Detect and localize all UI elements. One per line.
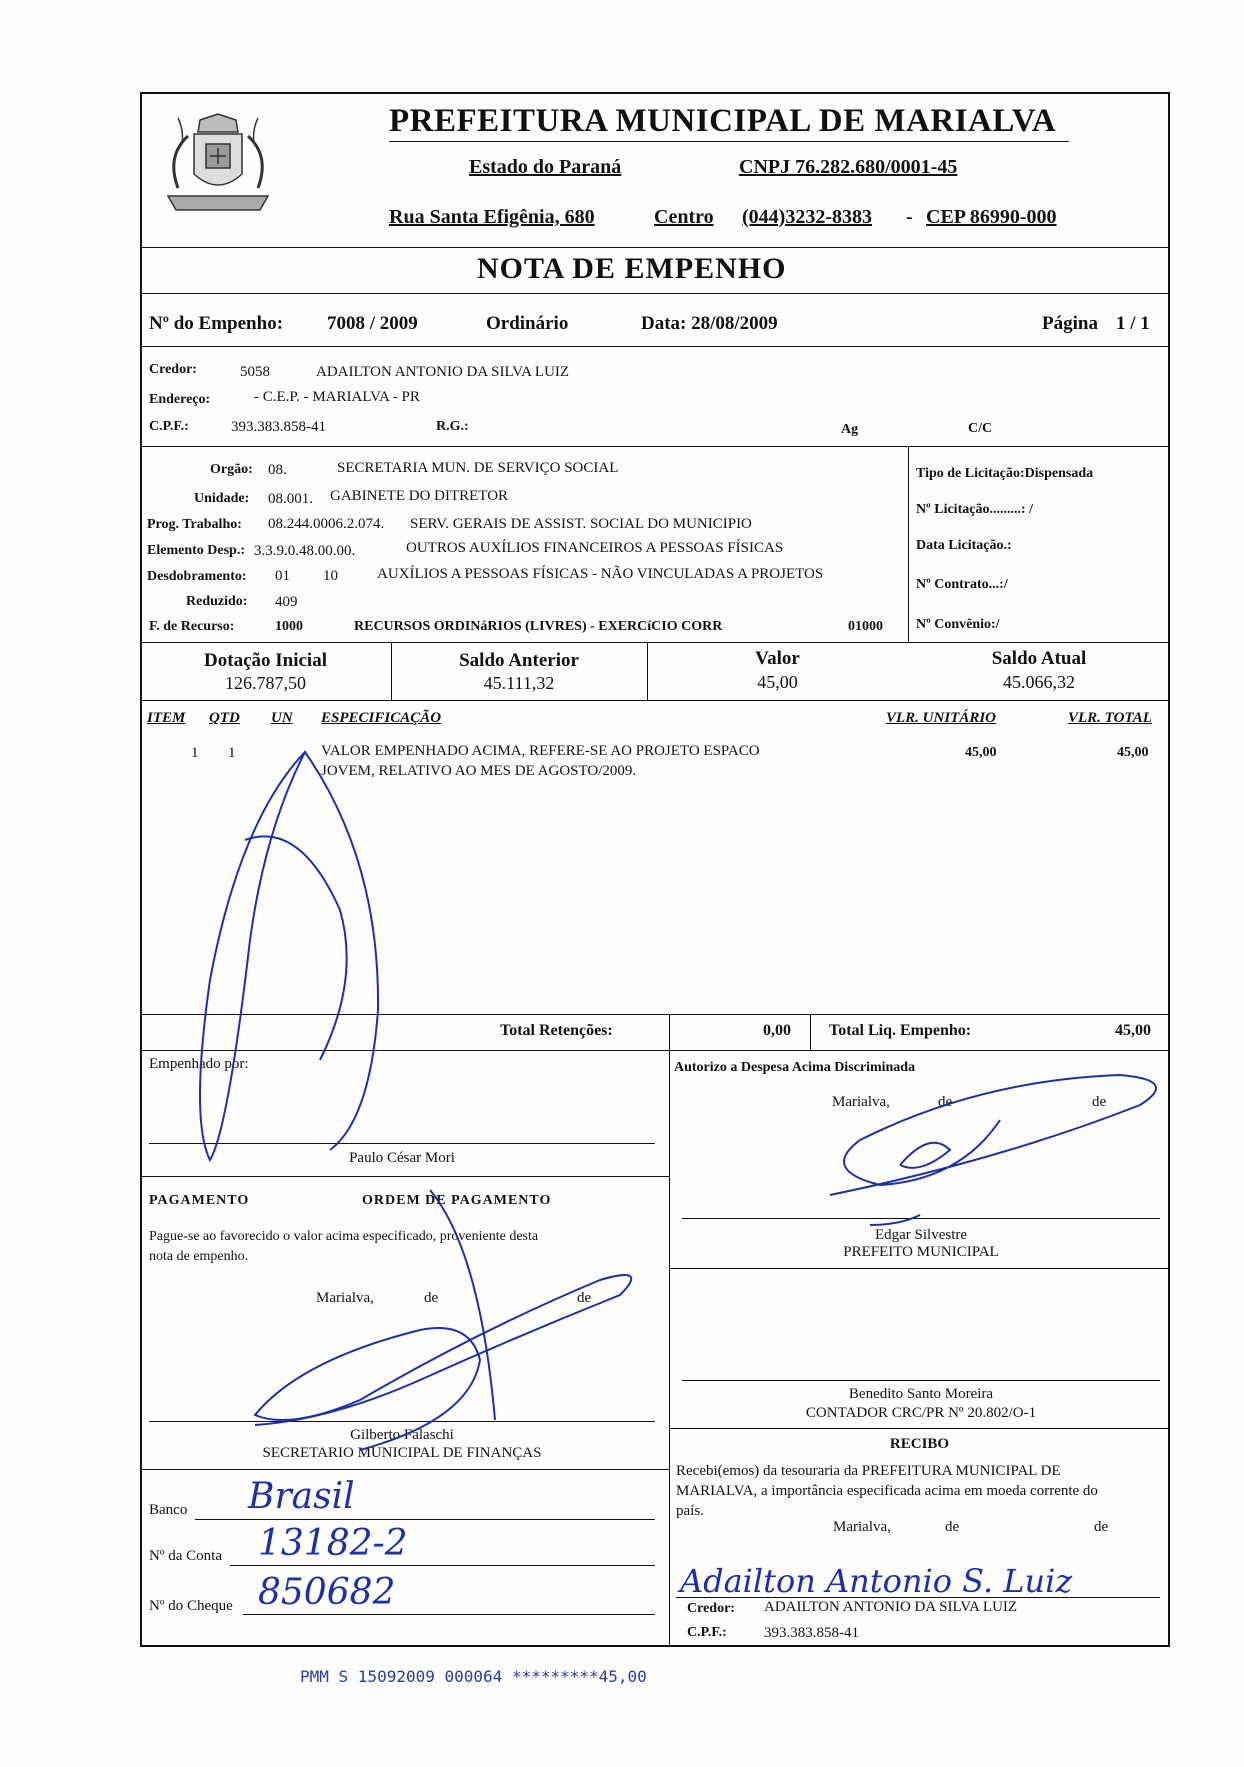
col-item: ITEM	[147, 710, 186, 726]
prog-trabalho-code: 08.244.0006.2.074.	[268, 516, 385, 532]
reduzido-label: Reduzido:	[186, 594, 248, 609]
district-label: Centro	[654, 206, 714, 228]
cheque-value: 850682	[258, 1572, 396, 1613]
pague-text-line2: nota de empenho.	[149, 1249, 249, 1264]
unidade-label: Unidade:	[194, 491, 250, 506]
licitacao-type: Tipo de Licitação:Dispensada	[916, 466, 1094, 481]
elemento-code: 3.3.9.0.48.00.00.	[254, 543, 356, 559]
desdobramento-name: AUXÍLIOS A PESSOAS FÍSICAS - NÃO VINCULADAS A PROJETOS	[377, 566, 824, 582]
pagamento-de1: de	[424, 1290, 439, 1306]
cpf-value: 393.383.858-41	[231, 419, 326, 435]
rg-label: R.G.:	[436, 419, 469, 434]
pague-text-line1: Pague-se ao favorecido o valor acima especificado, proveniente desta	[149, 1229, 539, 1244]
endereco-label: Endereço:	[149, 392, 211, 407]
secretario-name: Gilberto Falaschi	[350, 1427, 454, 1443]
recibo-cpf-label: C.P.F.:	[687, 1625, 727, 1640]
desdobramento-code2: 10	[323, 568, 338, 584]
col-unit-value: VLR. UNITÁRIO	[886, 710, 997, 726]
secretario-role: SECRETARIO MUNICIPAL DE FINANÇAS	[262, 1445, 542, 1461]
recurso-label: F. de Recurso:	[149, 619, 235, 634]
recibo-cpf-value: 393.383.858-41	[764, 1625, 859, 1641]
col-total-value: VLR. TOTAL	[1068, 710, 1152, 726]
address-label: Rua Santa Efigênia, 680	[389, 206, 595, 228]
autorizo-label: Autorizo a Despesa Acima Discriminada	[674, 1060, 916, 1075]
pagamento-city: Marialva,	[316, 1290, 374, 1306]
prefeito-name: Edgar Silvestre	[874, 1227, 968, 1243]
cnpj-label: CNPJ 76.282.680/0001-45	[739, 156, 958, 178]
recibo-credor-name: ADAILTON ANTONIO DA SILVA LUIZ	[764, 1599, 1018, 1615]
total-liquido-label: Total Liq. Empenho:	[829, 1022, 972, 1039]
separator-dash: -	[906, 206, 913, 228]
empenhado-por-name: Paulo César Mori	[349, 1150, 455, 1166]
valor-value: 45,00	[757, 672, 798, 692]
recibo-credor-label: Credor:	[687, 1601, 735, 1616]
agency-title: PREFEITURA MUNICIPAL DE MARIALVA	[389, 103, 1057, 139]
credor-code: 5058	[240, 364, 270, 380]
recibo-city: Marialva,	[833, 1519, 891, 1535]
empenho-type: Ordinário	[486, 313, 569, 334]
prog-trabalho-name: SERV. GERAIS DE ASSIST. SOCIAL DO MUNICIPIO	[410, 516, 752, 532]
prefeito-signature-stroke	[830, 1075, 1156, 1195]
valor-label: Valor	[755, 648, 800, 669]
orgao-code: 08.	[268, 462, 287, 478]
recurso-name: RECURSOS ORDINáRIOS (LIVRES) - EXERCíCIO CORR	[354, 619, 723, 634]
empenhado-signature-stroke	[200, 752, 378, 1160]
convenio-number: Nº Convênio:/	[916, 617, 1000, 632]
account-label: C/C	[968, 421, 993, 436]
credor-label: Credor:	[149, 362, 197, 377]
recibo-de2: de	[1094, 1519, 1109, 1535]
ordem-pagamento-label: ORDEM DE PAGAMENTO	[362, 1193, 552, 1208]
state-label: Estado do Paraná	[469, 156, 622, 178]
autorizo-de2: de	[1092, 1094, 1107, 1110]
prefeito-role: PREFEITO MUNICIPAL	[843, 1244, 999, 1260]
licitacao-date: Data Licitação.:	[916, 538, 1012, 553]
item-qty: 1	[228, 745, 236, 761]
empenho-number: 7008 / 2009	[327, 313, 418, 334]
recibo-text-line2: MARIALVA, a importância especificada acima em moeda corrente do	[676, 1483, 1098, 1499]
col-un: UN	[271, 710, 293, 726]
saldo-atual-value: 45.066,32	[1003, 672, 1075, 692]
banco-label: Banco	[149, 1502, 188, 1518]
pagamento-de2: de	[577, 1290, 592, 1306]
banco-value: Brasil	[248, 1476, 355, 1517]
reduzido-value: 409	[275, 594, 298, 610]
cheque-label: Nº do Cheque	[149, 1598, 233, 1614]
saldo-anterior-label: Saldo Anterior	[459, 650, 579, 671]
retencoes-value: 0,00	[763, 1022, 791, 1039]
cpf-label: C.P.F.:	[149, 419, 189, 434]
endereco-value: - C.E.P. - MARIALVA - PR	[254, 389, 420, 405]
dotacao-inicial-label: Dotação Inicial	[204, 650, 327, 671]
saldo-anterior-value: 45.111,32	[483, 673, 555, 693]
orgao-name: SECRETARIA MUN. DE SERVIÇO SOCIAL	[337, 460, 619, 476]
contador-name: Benedito Santo Moreira	[848, 1386, 994, 1402]
prog-trabalho-label: Prog. Trabalho:	[147, 517, 242, 532]
recurso-code2: 01000	[848, 619, 883, 634]
item-spec-line1: VALOR EMPENHADO ACIMA, REFERE-SE AO PROJETO ESPACO	[321, 743, 760, 759]
retencoes-label: Total Retenções:	[500, 1022, 613, 1039]
contador-role: CONTADOR CRC/PR Nº 20.802/O-1	[805, 1405, 1037, 1421]
empenho-date: Data: 28/08/2009	[641, 313, 778, 334]
desdobramento-label: Desdobramento:	[147, 569, 247, 584]
conta-value: 13182-2	[258, 1523, 408, 1564]
page-number: 1 / 1	[1116, 313, 1150, 334]
dotacao-inicial-value: 126.787,50	[225, 673, 306, 693]
licitacao-number: Nº Licitação.........: /	[916, 502, 1033, 517]
orgao-label: Orgão:	[210, 462, 253, 477]
elemento-label: Elemento Desp.:	[147, 543, 245, 558]
autorizo-city: Marialva,	[832, 1094, 890, 1110]
recibo-text-line1: Recebi(emos) da tesouraria da PREFEITURA MUNICIPAL DE	[676, 1463, 1061, 1479]
item-unit-value: 45,00	[965, 745, 997, 760]
recibo-text-line3: país.	[676, 1503, 704, 1519]
item-number: 1	[191, 745, 199, 761]
autorizo-de1: de	[938, 1094, 953, 1110]
conta-label: Nº da Conta	[149, 1548, 222, 1564]
desdobramento-code1: 01	[275, 568, 290, 584]
saldo-atual-label: Saldo Atual	[991, 648, 1087, 669]
empenho-number-label: Nº do Empenho:	[149, 313, 284, 334]
cep-label: CEP 86990-000	[926, 206, 1057, 228]
unidade-name: GABINETE DO DITRETOR	[330, 488, 509, 504]
elemento-name: OUTROS AUXÍLIOS FINANCEIROS A PESSOAS FÍSICAS	[406, 540, 784, 556]
total-liquido-value: 45,00	[1115, 1022, 1151, 1039]
pagamento-label: PAGAMENTO	[149, 1193, 250, 1208]
credor-name: ADAILTON ANTONIO DA SILVA LUIZ	[316, 364, 570, 380]
secretario-signature-stroke	[255, 1275, 631, 1450]
recurso-code: 1000	[275, 619, 303, 634]
credor-signature: Adailton Antonio S. Luiz	[680, 1562, 1073, 1600]
recibo-de1: de	[945, 1519, 960, 1535]
agency-label: Ag	[841, 422, 859, 437]
item-spec-line2: JOVEM, RELATIVO AO MES DE AGOSTO/2009.	[321, 763, 637, 779]
document-title: NOTA DE EMPENHO	[477, 252, 787, 285]
page-label: Página	[1042, 313, 1098, 334]
contrato-number: Nº Contrato...:/	[916, 577, 1008, 592]
recibo-title: RECIBO	[889, 1436, 950, 1452]
machine-stamp: PMM S 15092009 000064 *********45,00	[300, 1667, 647, 1686]
col-qtd: QTD	[209, 710, 240, 726]
empenhado-por-label: Empenhado por:	[149, 1056, 249, 1072]
unidade-code: 08.001.	[268, 491, 313, 507]
item-total-value: 45,00	[1117, 745, 1149, 760]
phone-label: (044)3232-8383	[742, 206, 872, 228]
col-spec: ESPECIFICAÇÃO	[321, 710, 442, 726]
